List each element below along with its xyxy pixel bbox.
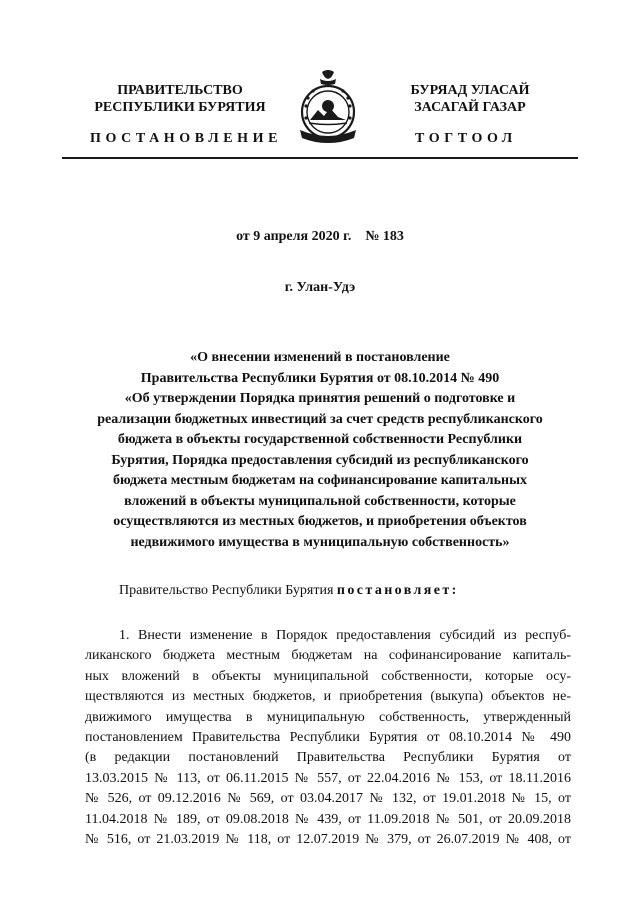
header-right-line1: БУРЯАД УЛАСАЙ <box>410 83 530 98</box>
body-line: движимого имущества в муниципальную собственность, утвержденный <box>85 709 571 725</box>
title-line: Бурятия, Порядка предоставления субсидий из республиканского <box>111 452 529 468</box>
preamble-emphasis: постановляет: <box>336 583 459 598</box>
document-date-number <box>0 229 640 245</box>
body-line: 1. Внести изменение в Порядок предоставления субсидий из респуб- <box>119 628 571 643</box>
header-left <box>80 82 280 116</box>
coat-of-arms-buryatia-icon <box>296 70 360 144</box>
header-divider <box>62 157 578 159</box>
title-line: бюджета в объекты государственной собственности Республики <box>117 432 523 447</box>
body-line: ных вложений в объекты муниципальной собственности, которые осу- <box>85 668 571 684</box>
body-line: № 516, от 21.03.2019 № 118, от 12.07.2019 № 379, от 26.07.2019 № 408, от <box>85 831 571 847</box>
header-right <box>380 82 560 116</box>
title-line: реализации бюджетных инвестиций за счет средств республиканского <box>97 411 543 427</box>
date-line: от 9 апреля 2020 г. № 183 <box>236 229 404 244</box>
body-line: 13.03.2015 № 113, от 06.11.2015 № 557, от 22.04.2016 № 153, от 18.11.2016 <box>85 770 571 786</box>
header-left-line2: РЕСПУБЛИКИ БУРЯТИЯ <box>94 100 266 115</box>
doc-type-right: ТОГТООЛ <box>415 131 517 146</box>
body-line: ликанского бюджета местным бюджетам на софинансирование капиталь- <box>85 648 571 664</box>
header-right-line2: ЗАСАГАЙ ГАЗАР <box>414 100 526 115</box>
preamble-text: Правительство Республики Бурятия <box>119 583 337 598</box>
title-line: Правительства Республики Бурятия от 08.10.2014 № 490 <box>140 370 500 386</box>
doc-type-left: ПОСТАНОВЛЕНИЕ <box>90 131 283 146</box>
body-paragraph <box>85 626 571 850</box>
title-line: вложений в объекты муниципальной собственности, которые <box>124 493 516 509</box>
header-left-line1: ПРАВИТЕЛЬСТВО <box>117 83 243 98</box>
title-line: «О внесении изменений в постановление <box>190 350 450 365</box>
body-line: (в редакции постановлений Правительства Республики Бурятия от <box>85 750 571 766</box>
title-line: осуществляются из местных бюджетов, и приобретения объектов <box>113 514 527 529</box>
title-line: недвижимого имущества в муниципальную собственность» <box>130 534 510 550</box>
document-place: г. Улан-Удэ <box>284 280 356 295</box>
body-line: № 526, от 09.12.2016 № 569, от 03.04.2017 № 132, от 19.01.2018 № 15, от <box>85 791 571 807</box>
title-line: «Об утверждении Порядка принятия решений о подготовке и <box>124 391 516 406</box>
document-title <box>95 348 545 553</box>
body-line: постановлением Правительства Республики Бурятия от 08.10.2014 № 490 <box>85 729 571 745</box>
body-line: ществляются из местных бюджетов, и приобретения (выкупа) объектов не- <box>85 689 571 705</box>
preamble <box>119 583 459 599</box>
title-line: бюджета местным бюджетам на софинансирование капитальных <box>112 473 528 488</box>
body-line: 11.04.2018 № 189, от 09.08.2018 № 439, от 11.09.2018 № 501, от 20.09.2018 <box>85 811 571 827</box>
